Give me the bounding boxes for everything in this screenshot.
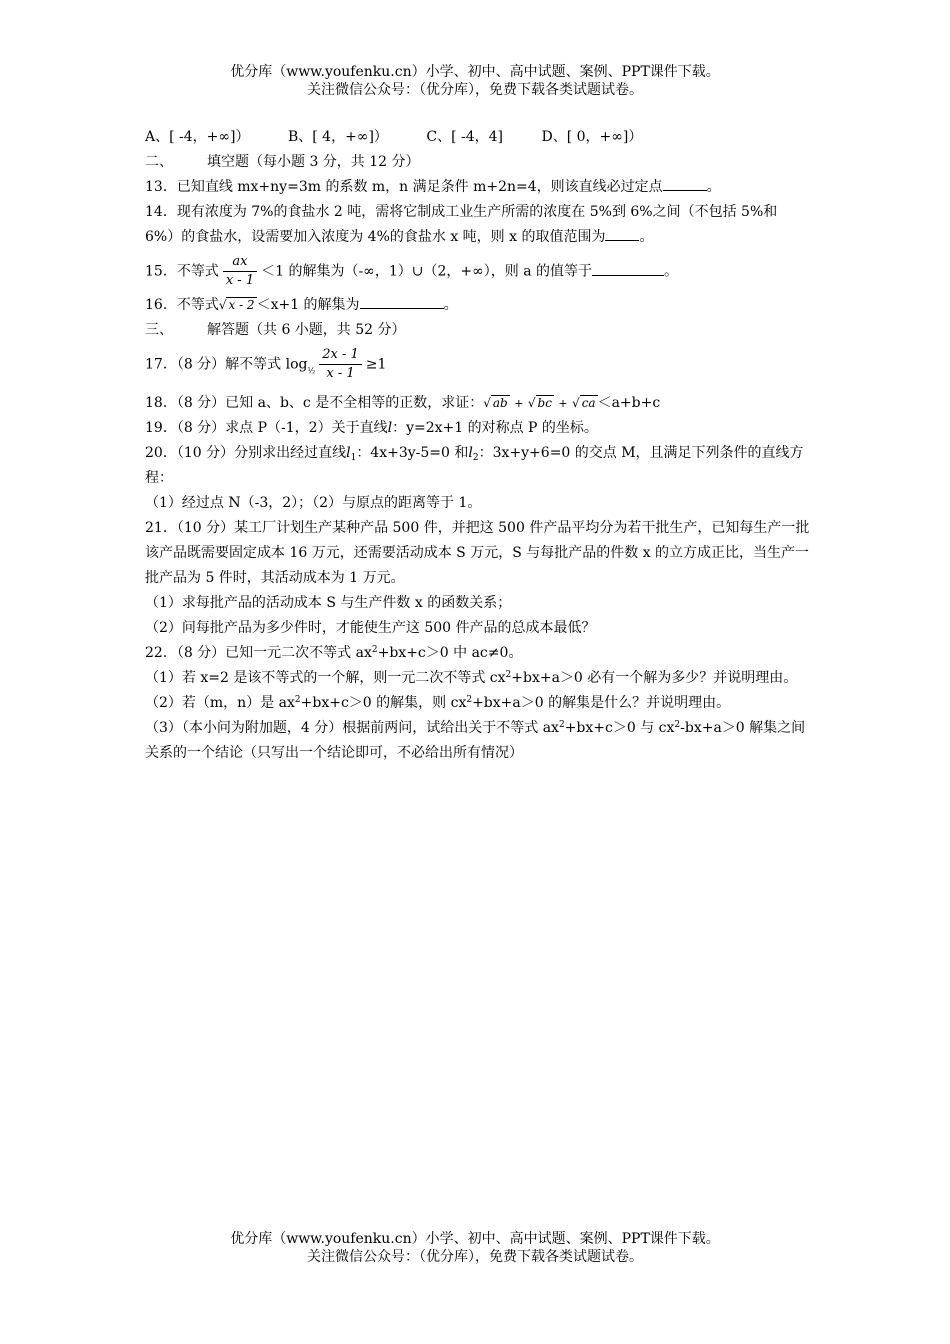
- header-line-1: 优分库（www.youfenku.cn）小学、初中、高中试题、案例、PPT课件下载。: [230, 64, 720, 80]
- square-root: √ x - 2: [218, 298, 255, 312]
- question-13: 13．已知直线 mx+ny=3m 的系数 m，n 满足条件 m+2n=4，则该直线必过定点 。: [145, 175, 810, 200]
- question-22-part-1: （1）若 x=2 是该不等式的一个解，则一元二次不等式 $cx^2+bx+a>0$ 必有一个解为多少？并说明理由。: [145, 669, 798, 686]
- question-21: 21．（10 分）某工厂计划生产某种产品 500 件，并把这 500 件产品平均分为若干批生产，已知每生产一批该产品既需要固定成本 16 万元，还需要活动成本 S 万元，S 与每批产品的件数 x 的立方成正比，当生产一批产品为 5 件时，其活动成本为 1 万元。: [145, 519, 810, 586]
- option-b: B、[ 4，+∞]）: [287, 129, 388, 145]
- question-text: 13．已知直线 mx+ny=3m 的系数 m，n 满足条件 m+2n=4，则该直线必过定点: [145, 179, 663, 195]
- question-22-part-2: （2）若（m，n）是 $ax^2+bx+c>0$ 的解集，则 $cx^2+bx+a>0$ 的解集是什么？并说明理由。: [145, 694, 731, 711]
- question-18: 18．（8 分）已知 a、b、c 是不全相等的正数，求证：√ ab + √ bc + √ ca ＜a+b+c: [145, 394, 661, 411]
- answer-options: [145, 125, 810, 150]
- section-heading-fill-in: [145, 150, 810, 175]
- question-14: 14．现有浓度为 7%的食盐水 2 吨，需将它制成工业生产所需的浓度在 5%到 6%之间（不包括 5%和 6%）的食盐水，设需要加入浓度为 4%的食盐水 x 吨，则 x 的取值范围为 。: [145, 204, 778, 245]
- page-header: [0, 63, 950, 99]
- option-d: D、[ 0，+∞]）: [541, 129, 643, 145]
- question-20: 20．（10 分）分别求出经过直线$l_1$：4x+3y-5=0 和$l_2$：3x+y+6=0 的交点 M，且满足下列条件的直线方程：: [145, 444, 804, 486]
- answer-blank: [360, 293, 444, 309]
- footer-line-2: 关注微信公众号：（优分库），免费下载各类试题试卷。: [307, 1249, 643, 1265]
- option-a: A、[ -4，+∞]）: [145, 129, 250, 145]
- exam-content: [145, 125, 810, 766]
- square-root: √ bc: [527, 395, 552, 410]
- section-title: 解答题（共 6 小题，共 52 分）: [207, 322, 406, 338]
- answer-blank: [605, 225, 639, 241]
- question-21-part-2: （2）问每批产品为多少件时，才能使生产这 500 件产品的总成本最低？: [145, 619, 596, 636]
- section-title: 填空题（每小题 3 分，共 12 分）: [207, 154, 420, 170]
- footer-line-1: 优分库（www.youfenku.cn）小学、初中、高中试题、案例、PPT课件下载。: [230, 1231, 720, 1247]
- page-footer: [0, 1230, 950, 1266]
- question-17: 17．（8 分）解不等式 $\log_{\frac{1}{2}}$ $\frac{2x - 1}{x - 1}$ ≥1: [145, 347, 387, 381]
- question-15: 15．不等式 $\frac{ax}{x - 1}$ ＜1 的解集为（-∞，1）∪（2，+∞），则 a 的值等于 。: [145, 254, 679, 288]
- question-22-part-3: （3）（本小问为附加题，4 分）根据前两问，试给出关于不等式 $ax^2+bx+c>0$ 与 $cx^2-bx+a>0$ 解集之间关系的一个结论（只写出一个结论即可，不必给出所有情况）: [145, 719, 806, 761]
- section-number: 三、: [145, 322, 173, 338]
- header-line-2: 关注微信公众号：（优分库），免费下载各类试题试卷。: [307, 82, 643, 98]
- question-16: 16．不等式√ x - 2 ＜x+1 的解集为 。: [145, 293, 810, 318]
- question-22: 22．（8 分）已知一元二次不等式 $ax^2+bx+c>0$ 中 ac≠0。: [145, 644, 523, 661]
- question-20-subparts: （1）经过点 N（-3，2）；（2）与原点的距离等于 1。: [145, 494, 482, 511]
- question-21-part-1: （1）求每批产品的活动成本 S 与生产件数 x 的函数关系；: [145, 594, 512, 611]
- question-text: 14．现有浓度为 7%的食盐水 2 吨，需将它制成工业生产所需的浓度在 5%到 6%之间（不包括 5%和 6%）的食盐水，设需要加入浓度为 4%的食盐水 x 吨，则 x 的取值范围为: [145, 204, 778, 245]
- square-root: √ ca: [572, 395, 596, 410]
- fraction: $\frac{ax}{x - 1}$: [223, 254, 257, 289]
- answer-blank: [663, 175, 707, 191]
- section-number: 二、: [145, 154, 173, 170]
- square-root: √ ab: [483, 395, 508, 410]
- question-19: 19．（8 分）求点 P（-1，2）关于直线l：y=2x+1 的对称点 P 的坐标。: [145, 419, 598, 436]
- section-heading-solutions: [145, 318, 810, 343]
- option-c: C、[ -4，4]: [426, 129, 504, 145]
- answer-blank: [592, 260, 664, 276]
- fraction: $\frac{2x - 1}{x - 1}$: [319, 347, 362, 382]
